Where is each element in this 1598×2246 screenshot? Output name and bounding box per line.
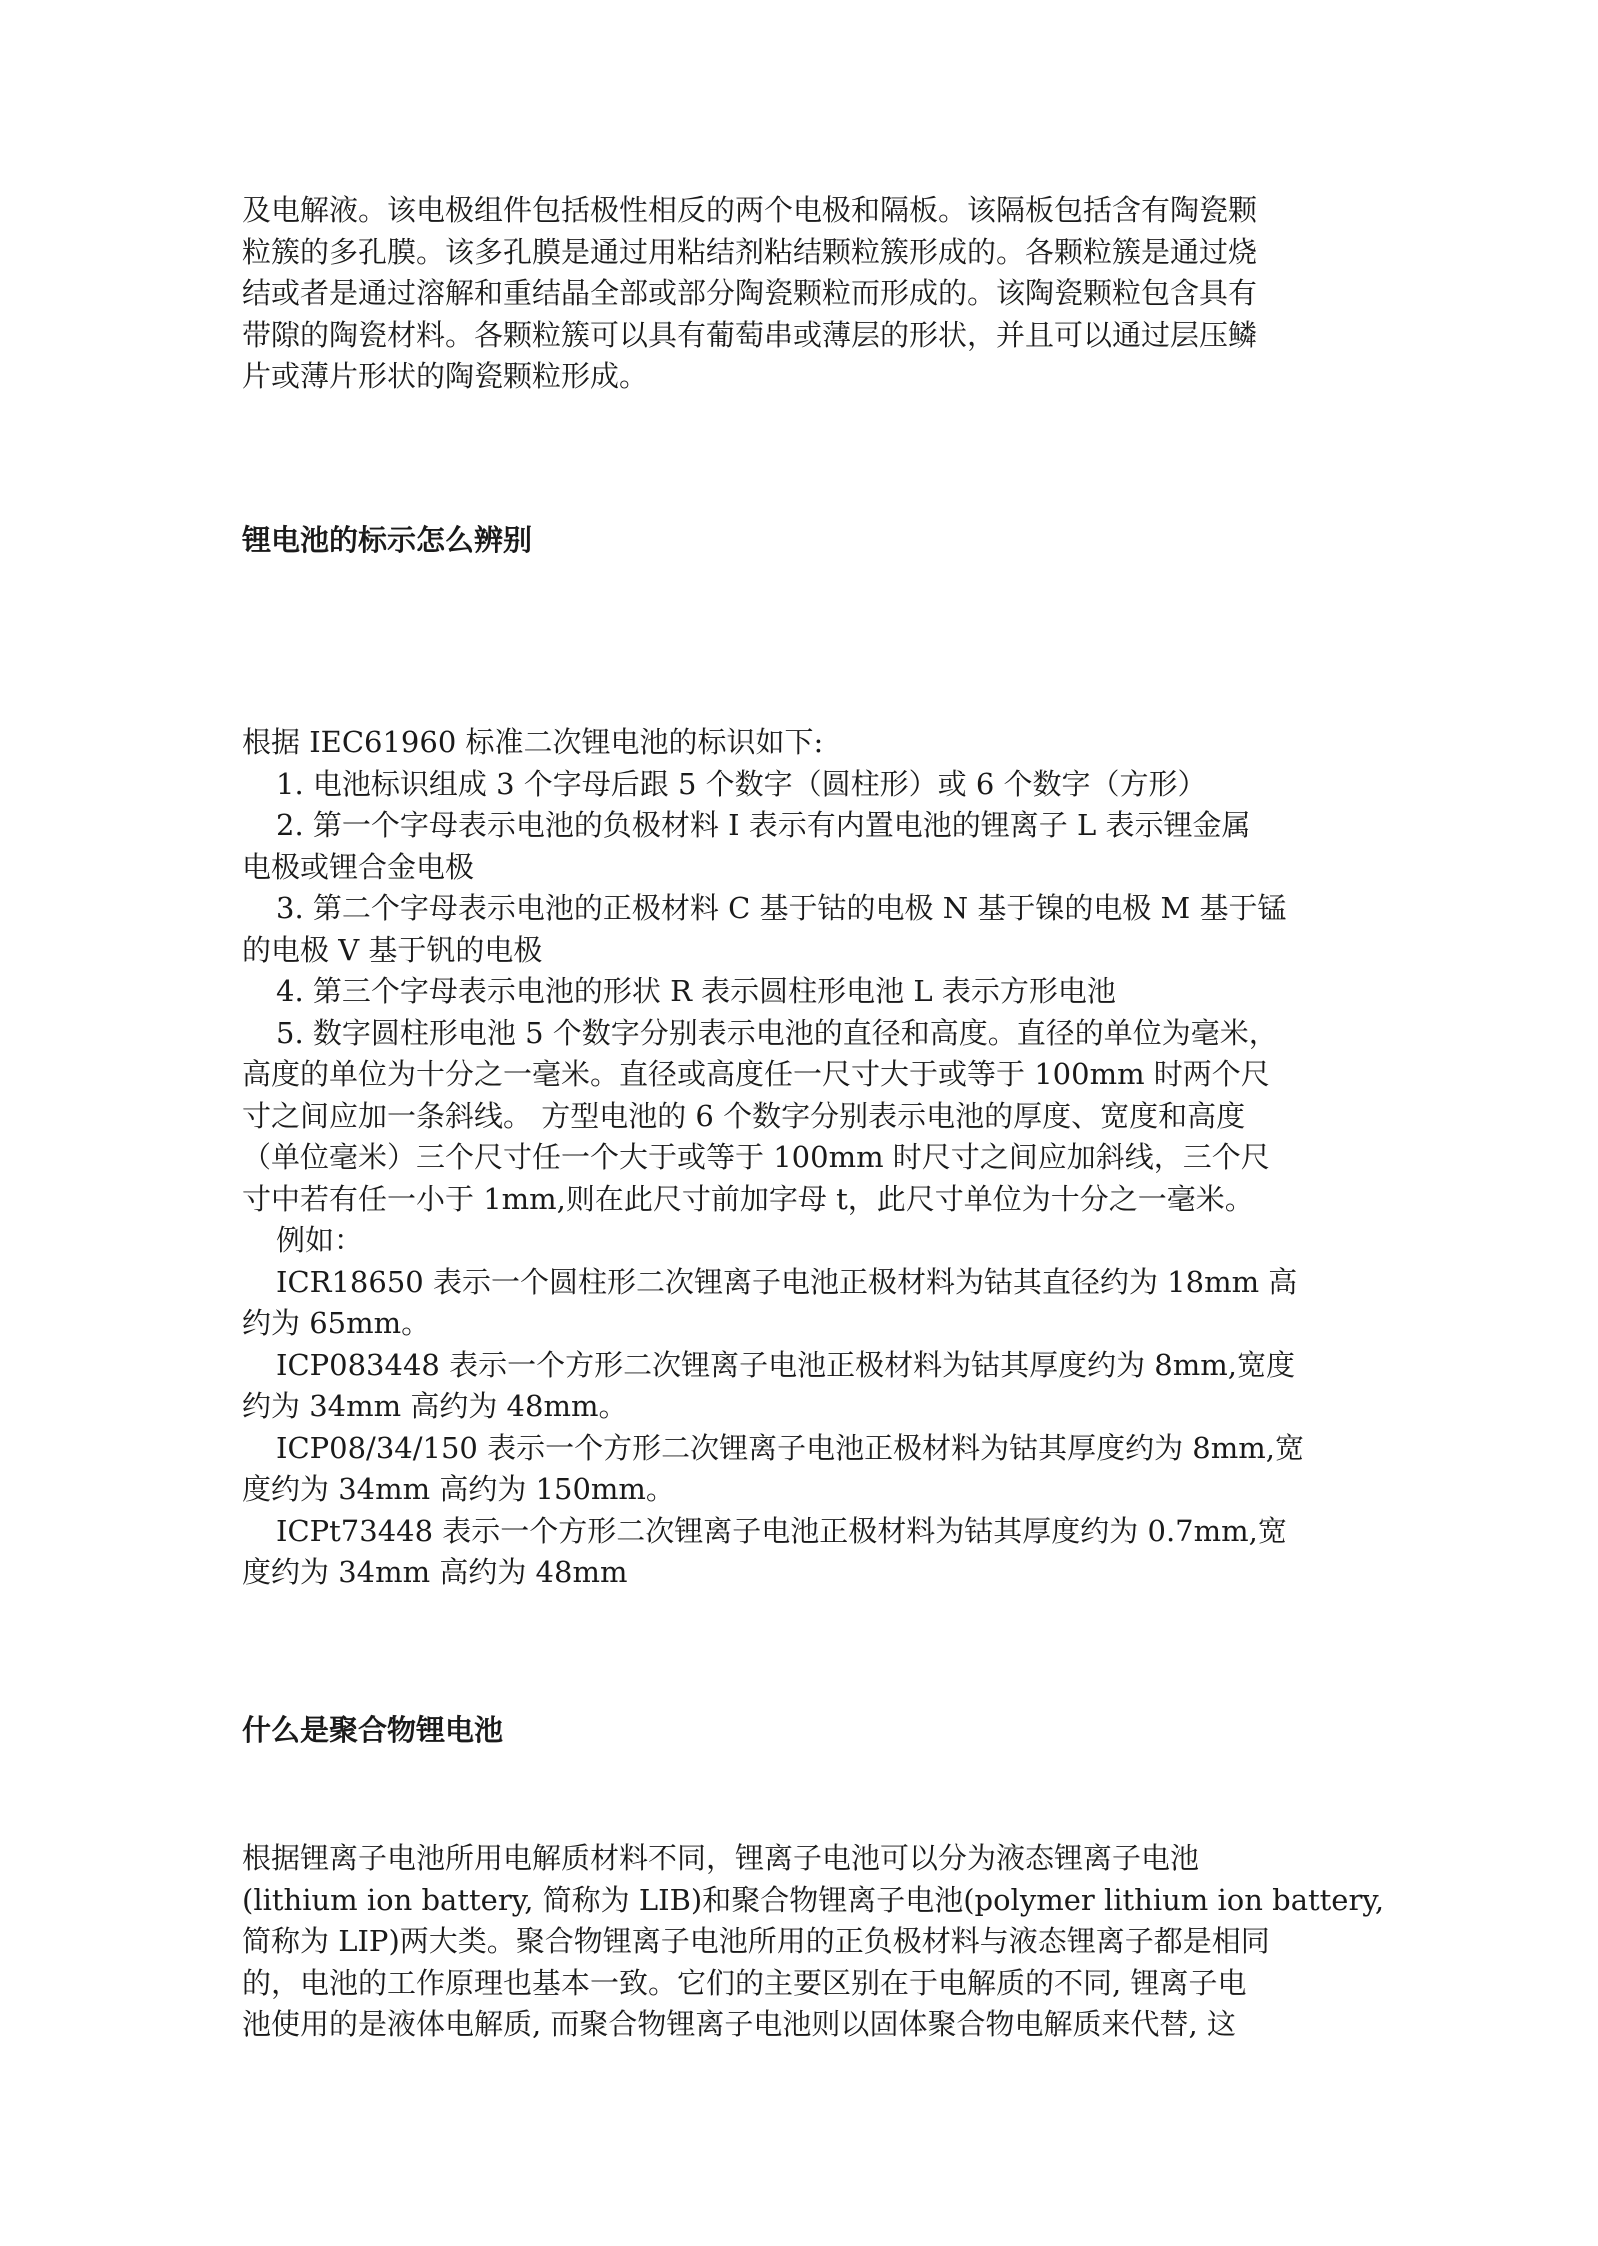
section-heading-polymer-battery: 什么是聚合物锂电池	[242, 1713, 504, 1747]
text-line: （单位毫米）三个尺寸任一个大于或等于 100mm 时尺寸之间应加斜线，三个尺	[242, 1140, 1270, 1174]
text-line: 根据 IEC61960 标准二次锂电池的标识如下:	[242, 725, 824, 759]
text-line: 约为 65mm。	[242, 1306, 431, 1340]
example-line: ICPt73448 表示一个方形二次锂离子电池正极材料为钴其厚度约为 0.7mm,宽	[276, 1513, 1287, 1548]
text-line: 粒簇的多孔膜。该多孔膜是通过用粘结剂粘结颗粒簇形成的。各颗粒簇是通过烧	[242, 234, 1258, 269]
paragraph-iec61960-marking	[242, 722, 1304, 1594]
text-line: 简称为 LIP)两大类。聚合物锂离子电池所用的正负极材料与液态锂离子都是相同	[242, 1924, 1270, 1958]
text-line: 电极或锂合金电极	[242, 849, 475, 884]
list-item: 2. 第一个字母表示电池的负极材料 I 表示有内置电池的锂离子 L 表示锂金属	[276, 808, 1251, 842]
text-line: 片或薄片形状的陶瓷颗粒形成。	[242, 359, 649, 393]
text-line: 高度的单位为十分之一毫米。直径或高度任一尺寸大于或等于 100mm 时两个尺	[242, 1057, 1270, 1091]
text-line: 的电极 V 基于钒的电极	[242, 932, 543, 967]
text-line: 及电解液。该电极组件包括极性相反的两个电极和隔板。该隔板包括含有陶瓷颗	[242, 193, 1258, 227]
example-line: ICP08/34/150 表示一个方形二次锂离子电池正极材料为钴其厚度约为 8mm,宽	[276, 1430, 1304, 1465]
text-line: 度约为 34mm 高约为 150mm。	[242, 1472, 675, 1506]
text-line: (lithium ion battery, 简称为 LIB)和聚合物锂离子电池(polymer lithium ion battery,	[242, 1882, 1385, 1917]
text-line: 结或者是通过溶解和重结晶全部或部分陶瓷颗粒而形成的。该陶瓷颗粒包含具有	[242, 276, 1258, 310]
text-line: 寸中若有任一小于 1mm,则在此尺寸前加字母 t，此尺寸单位为十分之一毫米。	[242, 1181, 1254, 1216]
example-line: ICR18650 表示一个圆柱形二次锂离子电池正极材料为钴其直径约为 18mm 高	[276, 1264, 1298, 1299]
paragraph-polymer-battery	[242, 1838, 1384, 2046]
list-item: 3. 第二个字母表示电池的正极材料 C 基于钴的电极 N 基于镍的电极 M 基于锰	[276, 891, 1287, 925]
text-line: 池使用的是液体电解质, 而聚合物锂离子电池则以固体聚合物电解质来代替, 这	[242, 2007, 1236, 2041]
list-item: 5. 数字圆柱形电池 5 个数字分别表示电池的直径和高度。直径的单位为毫米，	[276, 1015, 1278, 1050]
list-item: 4. 第三个字母表示电池的形状 R 表示圆柱形电池 L 表示方形电池	[276, 974, 1116, 1008]
text-line: 度约为 34mm 高约为 48mm	[242, 1555, 628, 1589]
paragraph-separator-description	[242, 190, 1257, 398]
section-heading-battery-marking: 锂电池的标示怎么辨别	[242, 523, 533, 557]
text-line: 的，电池的工作原理也基本一致。它们的主要区别在于电解质的不同, 锂离子电	[242, 1965, 1247, 2000]
text-line: 例如：	[276, 1223, 364, 1257]
example-line: ICP083448 表示一个方形二次锂离子电池正极材料为钴其厚度约为 8mm,宽度	[276, 1347, 1295, 1382]
text-line: 约为 34mm 高约为 48mm。	[242, 1389, 628, 1423]
text-line: 根据锂离子电池所用电解质材料不同，锂离子电池可以分为液态锂离子电池	[242, 1841, 1200, 1875]
text-line: 带隙的陶瓷材料。各颗粒簇可以具有葡萄串或薄层的形状，并且可以通过层压鳞	[242, 317, 1258, 352]
list-item: 1. 电池标识组成 3 个字母后跟 5 个数字（圆柱形）或 6 个数字（方形）	[276, 766, 1207, 801]
text-line: 寸之间应加一条斜线。 方型电池的 6 个数字分别表示电池的厚度、宽度和高度	[242, 1098, 1246, 1133]
